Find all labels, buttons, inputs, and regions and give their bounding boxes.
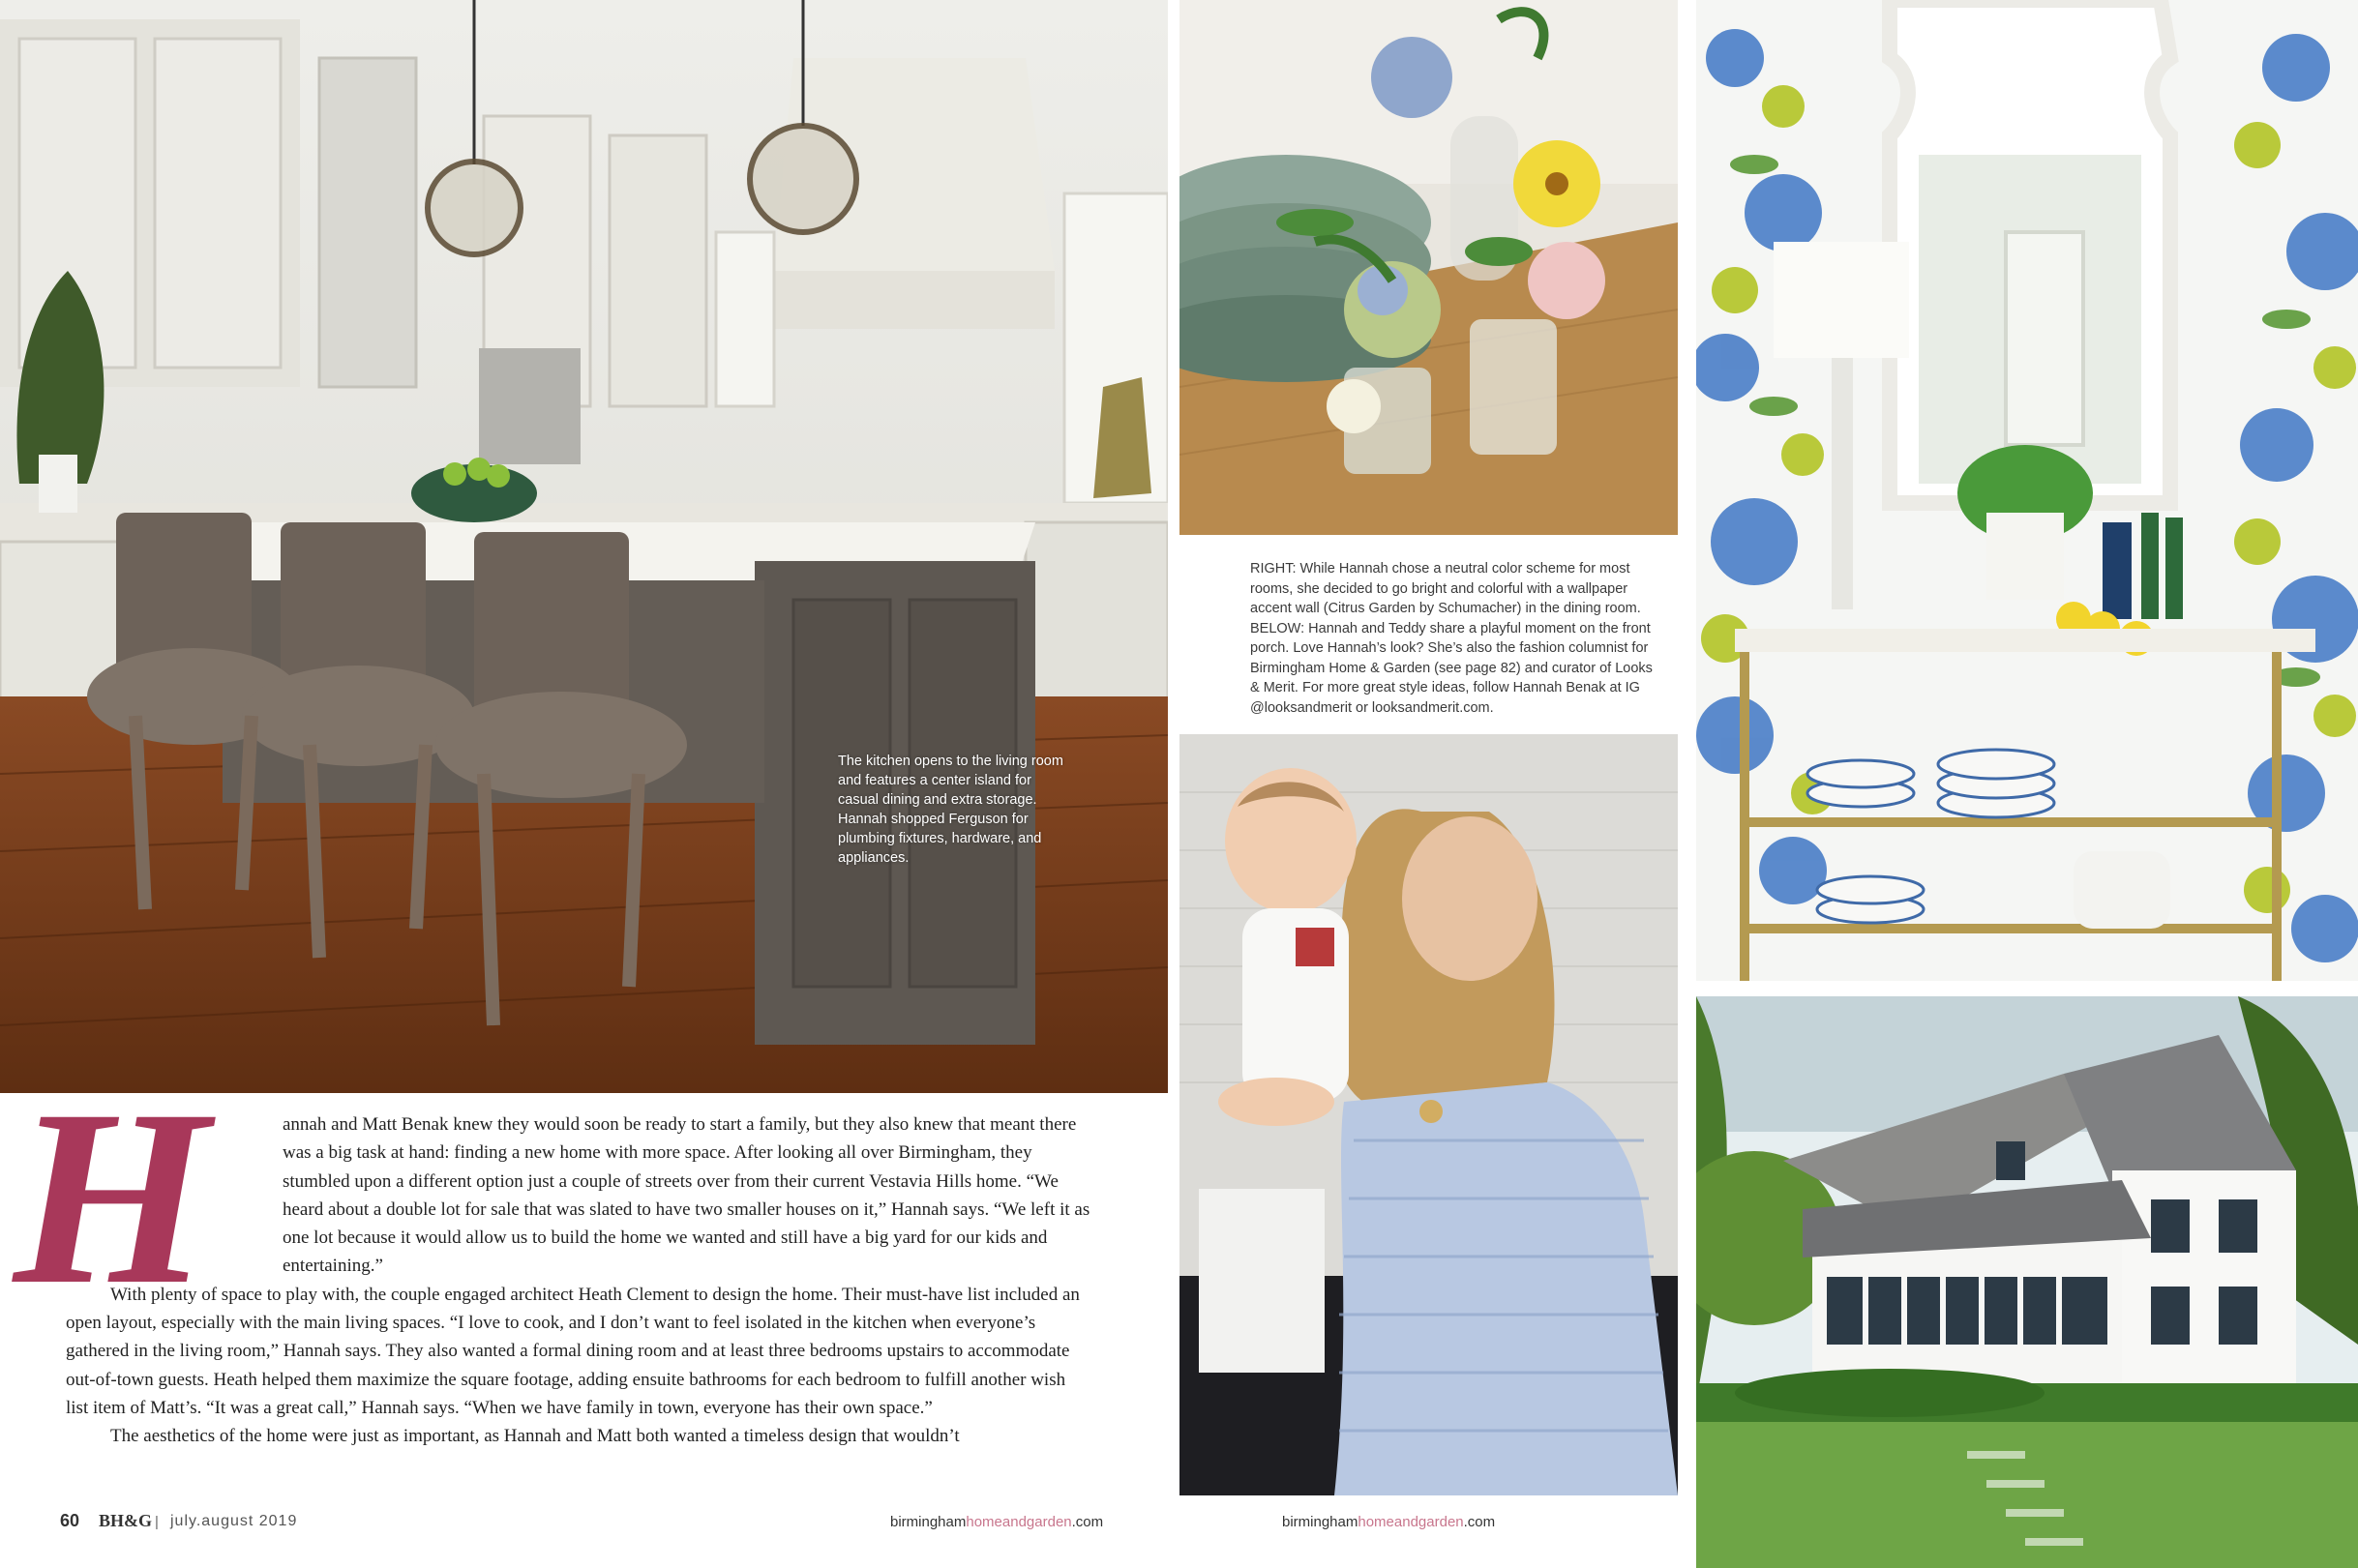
drop-cap: H (14, 1058, 204, 1337)
kitchen-photo (0, 0, 1168, 1093)
website-url-link[interactable] (1282, 1514, 1495, 1530)
url-part: .com (1071, 1514, 1104, 1530)
article-body (66, 1110, 1091, 1451)
url-part: homeandgarden (966, 1514, 1072, 1530)
flowers-photo (1179, 0, 1678, 535)
dining-photo (1696, 0, 2358, 981)
article-paragraph: annah and Matt Benak knew they would soon be ready to start a family, but they also knew that meant there was a big task at hand: finding a new home with more space. After looking all over Birmingham, they stumbled upon a different option just a couple of streets over from their current Vestavia Hills home. “We heard about a double lot for sale that was slated to have two smaller houses on it,” Hannah says. “We left it as one lot because it would allow us to build the home we wanted and still have a big yard for our kids and entertaining.” (283, 1114, 1090, 1277)
portrait-photo (1179, 734, 1678, 1495)
footer-separator: | (155, 1514, 159, 1530)
url-part: birmingham (1282, 1514, 1358, 1530)
url-part: birmingham (890, 1514, 967, 1530)
kitchen-caption: The kitchen opens to the living room and features a center island for casual dining and extra storage. Hannah shopped Ferguson for plumbing fixtures, hardware, and appliances. (838, 754, 1063, 866)
issue-date: july.august 2019 (170, 1513, 298, 1529)
right-caption (1250, 559, 1657, 718)
right-caption-line1: RIGHT: While Hannah chose a neutral color scheme for most rooms, she decided to go bright and colorful with a wallpaper accent wall (Citrus Garden by Schumacher) in the dining room. (1250, 561, 1641, 616)
page-number: 60 (60, 1511, 80, 1530)
article-paragraph: The aesthetics of the home were just as important, as Hannah and Matt both wanted a timeless design that wouldn’t (110, 1426, 960, 1447)
right-caption-line2: BELOW: Hannah and Teddy share a playful moment on the front porch. Love Hannah’s look? She’s also the fashion columnist for Birmingham Home & Garden (see page 82) and curator of Looks & Merit. For more great style ideas, follow Hannah Benak at IG @looksandmerit or looksandmerit.com. (1250, 620, 1653, 716)
website-url-link[interactable] (890, 1514, 1103, 1530)
url-part: homeandgarden (1358, 1514, 1464, 1530)
magazine-name: BH&G (99, 1511, 153, 1530)
house-photo (1696, 996, 2358, 1568)
article-paragraph: With plenty of space to play with, the couple engaged architect Heath Clement to design the home. Their must-have list included an open layout, especially with the main living spaces. “I love to cook, and I don’t want to feel isolated in the kitchen when everyone’s gathered in the living room,” Hannah says. They also wanted a formal dining room and at least three bedrooms upstairs to accommodate out-of-town guests. Heath helped them maximize the square footage, adding ensuite bathrooms for each bedroom to fulfill another wish list item of Matt’s. “It was a great call,” Hannah says. “When we have family in town, everyone has their own space.” (66, 1284, 1080, 1418)
url-part: .com (1463, 1514, 1496, 1530)
